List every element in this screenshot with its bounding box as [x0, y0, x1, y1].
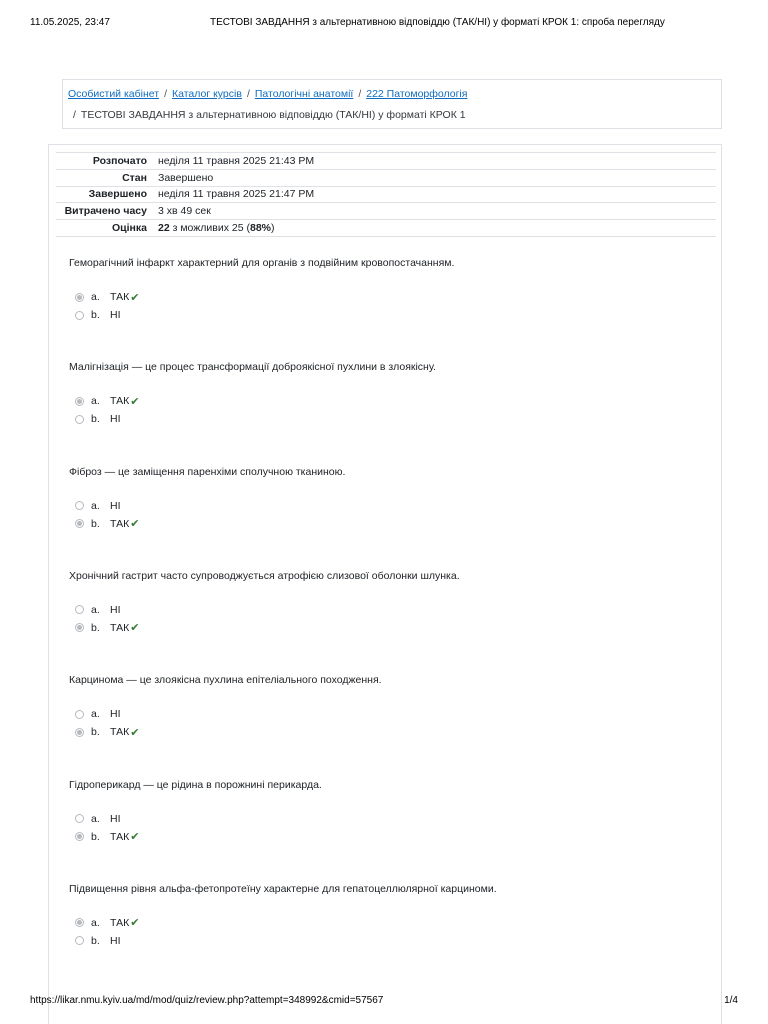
- breadcrumb-link-course[interactable]: 222 Патоморфологія: [366, 88, 468, 100]
- answer-text: ТАК: [110, 726, 130, 739]
- question: [69, 360, 709, 428]
- summary-value: Завершено: [158, 171, 214, 184]
- breadcrumb-separator: /: [164, 88, 167, 100]
- answer-letter: a.: [91, 708, 100, 721]
- radio-selected[interactable]: [75, 519, 84, 528]
- print-page-number: 1/4: [724, 995, 738, 1006]
- radio-unselected[interactable]: [75, 936, 84, 945]
- answer-text: НІ: [110, 603, 121, 616]
- answer-letter: b.: [91, 726, 100, 739]
- check-icon: ✔: [130, 917, 140, 930]
- answer-letter: b.: [91, 517, 100, 530]
- radio-unselected[interactable]: [75, 605, 84, 614]
- question-text: Фіброз — це заміщення паренхіми сполучною тканиною.: [69, 465, 346, 478]
- answer-options: [69, 288, 709, 324]
- summary-row-started: [56, 153, 716, 170]
- summary-value: 3 хв 49 сек: [158, 205, 211, 218]
- grade-percent: 88%: [250, 222, 272, 235]
- check-icon: ✔: [130, 395, 140, 408]
- grade-value: [157, 220, 716, 237]
- answer-text: ТАК: [110, 517, 130, 530]
- check-icon: ✔: [130, 831, 140, 843]
- question: [69, 569, 709, 637]
- summary-label: Витрачено часу: [64, 205, 147, 218]
- answer-text: ТАК: [110, 291, 130, 303]
- question: [69, 256, 709, 324]
- answer-letter: b.: [91, 309, 100, 321]
- summary-label: Розпочато: [92, 154, 147, 167]
- radio-unselected[interactable]: [75, 311, 84, 320]
- question-text: Гідроперикард — це рідина в порожнині перикарда.: [69, 778, 322, 791]
- answer-text: НІ: [110, 499, 121, 512]
- answer-options: [69, 497, 709, 533]
- answer-text: НІ: [110, 934, 121, 947]
- answer-options: [69, 705, 709, 741]
- breadcrumb-separator: /: [358, 88, 362, 100]
- check-icon: ✔: [130, 291, 140, 304]
- summary-label: Оцінка: [112, 222, 147, 235]
- answer-option: [69, 828, 709, 846]
- breadcrumb-links: [68, 87, 716, 105]
- print-page-title: ТЕСТОВІ ЗАВДАННЯ з альтернативною відповіддю (ТАК/НІ) у форматі КРОК 1: спроба перегляду: [210, 17, 665, 28]
- radio-selected[interactable]: [75, 728, 84, 737]
- answer-option: [69, 914, 709, 932]
- answer-letter: a.: [91, 916, 100, 929]
- summary-row-grade: [56, 220, 716, 237]
- answer-letter: b.: [91, 934, 100, 947]
- print-url: https://likar.nmu.kyiv.ua/md/mod/quiz/review.php?attempt=348992&cmid=57567: [30, 995, 384, 1006]
- answer-letter: b.: [91, 413, 100, 426]
- answer-letter: b.: [91, 830, 100, 843]
- grade-text-end: ): [271, 222, 275, 235]
- radio-selected[interactable]: [75, 832, 84, 841]
- question-text: Карцинома — це злоякісна пухлина епітеліального походження.: [69, 674, 382, 687]
- attempt-summary-table: [56, 152, 716, 237]
- question: [69, 882, 709, 950]
- breadcrumb-link-course-catalog[interactable]: Каталог курсів: [172, 88, 242, 100]
- breadcrumb: [62, 79, 722, 129]
- answer-text: ТАК: [110, 830, 130, 843]
- quiz-review-content: [48, 144, 722, 1024]
- radio-selected[interactable]: [75, 293, 84, 302]
- answer-letter: a.: [91, 812, 100, 825]
- question-text: Геморагічний інфаркт характерний для органів з подвійним кровопостачанням.: [69, 257, 455, 269]
- answer-letter: a.: [91, 395, 100, 408]
- breadcrumb-link-category[interactable]: Патологічні анатомії: [254, 88, 354, 100]
- summary-row-time-taken: [56, 203, 716, 220]
- print-header: [30, 17, 738, 31]
- radio-selected[interactable]: [75, 397, 84, 406]
- answer-option: [69, 810, 709, 828]
- answer-text: ТАК: [110, 395, 130, 408]
- summary-value: неділя 11 травня 2025 21:47 PM: [158, 188, 315, 201]
- radio-unselected[interactable]: [75, 814, 84, 823]
- answer-option: [69, 705, 709, 723]
- answer-option: [69, 515, 709, 533]
- grade-score: 22: [158, 222, 170, 235]
- breadcrumb-current: [68, 109, 716, 121]
- radio-unselected[interactable]: [75, 415, 84, 424]
- answer-options: [69, 392, 709, 428]
- answer-letter: b.: [91, 621, 100, 634]
- summary-label: Завершено: [88, 188, 147, 201]
- answer-option: [69, 601, 709, 619]
- summary-value: неділя 11 травня 2025 21:43 PM: [158, 154, 315, 167]
- question-text: Підвищення рівня альфа-фетопротеїну характерне для гепатоцеллюлярної карциноми.: [69, 882, 497, 895]
- answer-option: [69, 392, 709, 410]
- breadcrumb-separator: /: [73, 109, 76, 121]
- answer-option: [69, 410, 709, 428]
- breadcrumb-current-label: ТЕСТОВІ ЗАВДАННЯ з альтернативною відповіддю (ТАК/НІ) у форматі КРОК 1: [80, 109, 466, 121]
- answer-option: [69, 288, 709, 306]
- answer-option: [69, 306, 709, 324]
- answer-option: [69, 932, 709, 950]
- radio-unselected[interactable]: [75, 710, 84, 719]
- question-text: Хронічний гастрит часто супроводжується атрофією слизової оболонки шлунка.: [69, 569, 460, 582]
- answer-text: ТАК: [110, 621, 130, 634]
- answer-letter: a.: [91, 603, 100, 616]
- check-icon: ✔: [130, 518, 140, 531]
- print-footer: [30, 995, 738, 1009]
- check-icon: ✔: [130, 726, 140, 739]
- answer-text: ТАК: [110, 916, 130, 929]
- question: [69, 465, 709, 533]
- answer-text: НІ: [110, 708, 121, 721]
- answer-options: [69, 914, 709, 950]
- answer-option: [69, 619, 709, 637]
- answer-text: НІ: [110, 413, 121, 426]
- breadcrumb-link-dashboard[interactable]: Особистий кабінет: [68, 88, 160, 100]
- grade-text: з можливих 25 (: [169, 222, 250, 235]
- print-date: 11.05.2025, 23:47: [30, 17, 110, 28]
- question: [69, 673, 709, 741]
- answer-option: [69, 497, 709, 515]
- summary-row-completed: [56, 186, 716, 203]
- summary-row-state: [56, 169, 716, 186]
- breadcrumb-separator: /: [246, 88, 250, 100]
- question-text: Малігнізація — це процес трансформації доброякісної пухлини в злоякісну.: [69, 361, 436, 374]
- answer-options: [69, 601, 709, 637]
- answer-letter: a.: [91, 499, 100, 512]
- answer-text: НІ: [110, 812, 121, 825]
- answer-options: [69, 810, 709, 846]
- radio-selected[interactable]: [75, 623, 84, 632]
- question: [69, 778, 709, 846]
- radio-unselected[interactable]: [75, 501, 84, 510]
- summary-label: Стан: [122, 171, 147, 184]
- answer-text: НІ: [110, 309, 121, 321]
- answer-letter: a.: [91, 291, 100, 303]
- answer-option: [69, 723, 709, 741]
- check-icon: ✔: [130, 622, 140, 635]
- radio-selected[interactable]: [75, 918, 84, 927]
